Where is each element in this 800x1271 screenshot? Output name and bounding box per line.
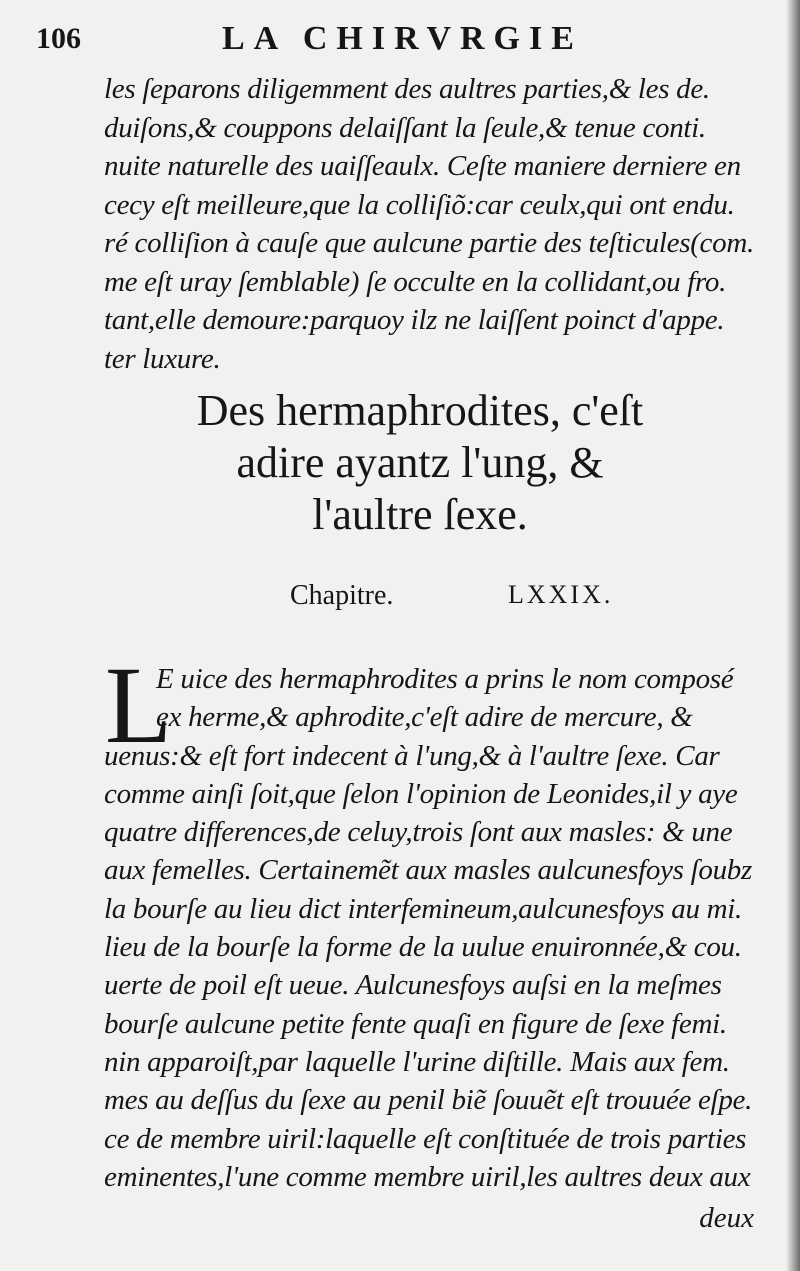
text-line: ré colliſion à cauſe que aulcune partie des teſticules(com. <box>104 227 754 259</box>
text-line: cecy eſt meilleure,que la colliſiõ:car ceulx,qui ont endu. <box>104 188 735 221</box>
chapter-number: LXXIX. <box>508 580 614 609</box>
text-line: me eſt uray ſemblable) ſe occulte en la collidant,ou fro. <box>104 265 727 298</box>
heading-line: l'aultre ſexe. <box>312 490 528 539</box>
heading-line: Des hermaphrodites, c'eſt <box>196 386 644 435</box>
paragraph-main <box>104 660 764 1196</box>
catchword: deux <box>699 1202 754 1234</box>
page-number: 106 <box>36 22 81 55</box>
text-line: quatre differences,de celuy,trois ſont aux masles: & une <box>104 816 733 849</box>
text-line: ce de membre uiril:laquelle eſt conſtituée de trois parties <box>104 1122 747 1155</box>
text-line: uenus:& eſt fort indecent à l'ung,& à l'aultre ſexe. Car <box>104 739 720 772</box>
page-edge-shadow <box>786 0 800 1271</box>
text-line: eminentes,l'une comme membre uiril,les aultres deux aux <box>104 1160 751 1193</box>
text-line: la bourſe au lieu dict interfemineum,aulcunesfoys au mi. <box>104 892 743 925</box>
chapter-line <box>110 580 730 620</box>
section-heading <box>110 385 730 541</box>
text-line: tant,elle demoure:parquoy ilz ne laiſſent poinct d'appe. <box>104 304 725 336</box>
running-head <box>32 14 772 64</box>
text-line: ex herme,& aphrodite,c'eſt adire de mercure, & <box>156 701 693 734</box>
text-line: duiſons,& couppons delaiſſant la ſeule,& tenue conti. <box>104 111 706 144</box>
text-line: nuite naturelle des uaiſſeaulx. Ceſte maniere derniere en <box>104 150 741 182</box>
text-line: uerte de poil eſt ueue. Aulcunesfoys auſsi en la meſmes <box>104 969 722 1002</box>
text-line: ter luxure. <box>104 342 221 375</box>
chapter-label: Chapitre. <box>290 580 394 611</box>
drop-cap: L <box>105 644 173 766</box>
text-line: comme ainſi ſoit,que ſelon l'opinion de Leonides,il y aye <box>104 777 738 810</box>
heading-line: adire ayantz l'ung, & <box>236 438 604 487</box>
text-line: les ſeparons diligemment des aultres parties,& les de. <box>104 73 710 105</box>
text-line: E uice des hermaphrodites a prins le nom composé <box>156 663 734 695</box>
running-title: LA CHIRVRGIE <box>222 20 583 57</box>
text-line: aux femelles. Certainemẽt aux masles aulcunesfoys ſoubz <box>104 854 752 887</box>
text-line: bourſe aulcune petite fente quaſi en figure de ſexe femi. <box>104 1007 727 1040</box>
paragraph-top <box>104 70 764 378</box>
text-line: lieu de la bourſe la forme de la uulue enuironnée,& cou. <box>104 931 742 964</box>
text-line: mes au deſſus du ſexe au penil biẽ ſouuẽt eſt trouuée eſpe. <box>104 1084 753 1117</box>
text-line: nin apparoiſt,par laquelle l'urine diſtille. Mais aux fem. <box>104 1045 730 1078</box>
